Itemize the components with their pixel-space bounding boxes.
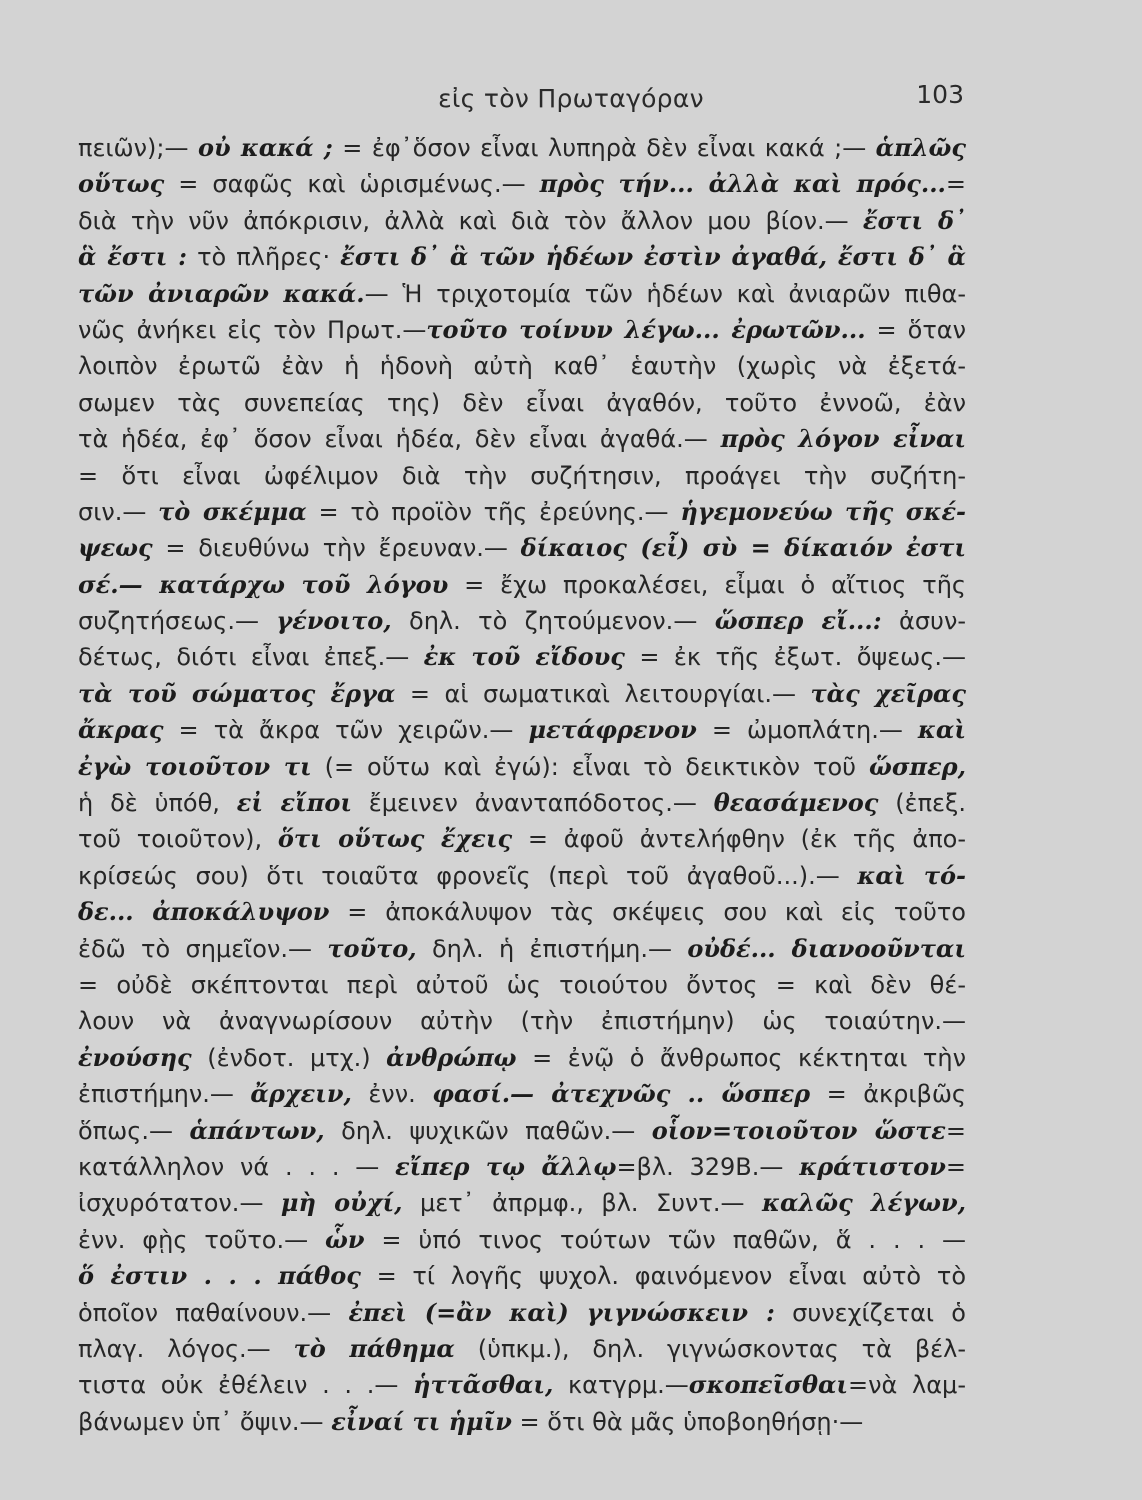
text-line	[78, 1185, 966, 1221]
gloss-text: ἔμεινεν ἀνανταπόδοτος.—	[351, 789, 714, 818]
gloss-text: = διευθύνω τὴν ἔρευναν.—	[152, 534, 521, 563]
lemma-term: ἐκ τοῦ εἴδους	[423, 642, 625, 672]
gloss-text: =	[945, 1116, 966, 1145]
text-line	[78, 276, 966, 312]
lemma-term: πρὸς λόγον εἶναι	[720, 424, 967, 454]
gloss-text: (ἐπεξ.	[878, 789, 967, 818]
lemma-term: ἐγὼ τοιοῦτον τι	[78, 751, 312, 781]
gloss-text: μετ᾽ ἀπρμφ., βλ. Συντ.—	[402, 1189, 762, 1218]
text-line	[78, 712, 966, 748]
lemma-term: τὸ σκέμμα	[158, 496, 307, 526]
lemma-term: ἁπάντων,	[189, 1115, 325, 1145]
gloss-text: δηλ. ἡ ἐπιστήμη.—	[416, 934, 688, 963]
text-line	[78, 931, 966, 967]
gloss-text: = τὰ ἄκρα τῶν χειρῶν.—	[163, 716, 529, 745]
lemma-term: τὰς χεῖρας	[810, 678, 966, 708]
text-line	[78, 1331, 966, 1367]
lemma-term: οὕτως	[78, 169, 165, 199]
gloss-text: ὅπως.—	[78, 1116, 190, 1145]
gloss-text: = ἀποκάλυψον τὰς σκέψεις σου καὶ εἰς τοῦτο	[329, 898, 966, 927]
lemma-term: ἡγεμονεύω τῆς σκέ-	[680, 496, 967, 526]
gloss-text: δηλ. τὸ ζητούμενον.—	[391, 607, 715, 636]
text-line	[78, 312, 966, 348]
gloss-text: = ὅτι εἶναι ὠφέλιμον διὰ τὴν συζήτησιν, προάγει τὴν συζήτη-	[78, 461, 966, 490]
lemma-term: δίκαιος (εἶ) σὺ = δίκαιόν ἐστι	[520, 533, 966, 563]
gloss-text: τοῦ τοιοῦτον),	[78, 825, 278, 854]
gloss-text: = ὠμοπλάτη.—	[696, 716, 918, 745]
lemma-term: ὅ ἐστιν . . . πάθος	[78, 1261, 361, 1291]
text-line	[78, 494, 966, 530]
gloss-text: =	[945, 170, 967, 199]
gloss-text: κατάλληλον νά . . . —	[78, 1152, 396, 1181]
lemma-term: ἀνθρώπῳ	[386, 1042, 517, 1072]
gloss-text: νῶς ἀνήκει εἰς τὸν Πρωτ.—	[78, 315, 427, 344]
page-number: 103	[916, 80, 964, 109]
lemma-term: ἁπλῶς	[875, 133, 966, 162]
lemma-term: εἰ εἴποι	[236, 788, 352, 818]
gloss-text: βάνωμεν ὑπ᾽ ὄψιν.—	[78, 1407, 332, 1436]
gloss-text: =νὰ λαμ-	[848, 1371, 966, 1400]
lemma-term: τῶν ἀνιαρῶν κακά.	[78, 278, 365, 308]
text-line	[78, 1404, 966, 1440]
lemma-term: ἄκρας	[78, 715, 164, 745]
gloss-text: = αἱ σωματικαὶ λειτουργίαι.—	[395, 679, 811, 708]
text-line	[78, 1149, 966, 1185]
gloss-text: σωμεν τὰς συνεπείας της) δὲν εἶναι ἀγαθόν, τοῦτο ἐννοῶ, ἐὰν	[78, 388, 966, 417]
gloss-text: = ἀφοῦ ἀντελήφθην (ἐκ τῆς ἀπο-	[512, 825, 966, 854]
lemma-term: εἶναί τι ἡμῖν	[331, 1406, 512, 1436]
text-line	[78, 785, 966, 821]
text-line	[78, 1222, 966, 1258]
text-line	[78, 894, 966, 930]
gloss-text: τὸ πλῆρες·	[187, 243, 341, 272]
text-line	[78, 239, 966, 275]
gloss-text: τιστα οὐκ ἐθέλειν . . .—	[78, 1371, 413, 1400]
gloss-text: δέτως, διότι εἶναι ἐπεξ.—	[78, 643, 424, 672]
text-line	[78, 203, 966, 239]
lemma-term: ὥσπερ,	[868, 751, 966, 781]
lemma-term: τοῦτο τοίνυν λέγω... ἐρωτῶν...	[426, 314, 866, 344]
gloss-text: = ἐφ᾽ὅσον εἶναι λυπηρὰ δὲν εἶναι κακά ;—	[332, 134, 876, 162]
lemma-term: ἃ ἔστι :	[78, 242, 187, 272]
text-line	[78, 1003, 966, 1039]
lemma-term: τὸ πάθημα	[293, 1333, 455, 1363]
gloss-text: πλαγ. λόγος.—	[78, 1334, 294, 1363]
text-line	[78, 676, 966, 712]
lemma-term: ὥσπερ εἴ...:	[714, 606, 882, 636]
gloss-text: ἀσυν-	[881, 607, 967, 636]
text-line	[78, 1367, 966, 1403]
gloss-text: σιν.—	[78, 497, 159, 526]
lemma-term: δε... ἀποκάλυψον	[78, 897, 330, 927]
gloss-text: ἐπιστήμην.—	[78, 1080, 251, 1109]
lemma-term: ὧν	[325, 1224, 365, 1254]
lemma-term: σέ.— κατάρχω τοῦ λόγου	[78, 569, 449, 599]
lemma-term: οἷον=τοιοῦτον ὥστε	[651, 1115, 946, 1145]
text-line	[78, 1113, 966, 1149]
gloss-text: (ἐνδοτ. μτχ.)	[191, 1043, 387, 1072]
text-line	[78, 530, 966, 566]
text-line	[78, 749, 966, 785]
gloss-text: κρίσεώς σου) ὅτι τοιαῦτα φρονεῖς (περὶ τοῦ ἀγαθοῦ...).—	[78, 861, 858, 890]
text-line	[78, 567, 966, 603]
gloss-text: ἐνν.	[351, 1080, 433, 1109]
lemma-term: καὶ	[917, 715, 966, 745]
text-line	[78, 639, 966, 675]
gloss-text: — Ἡ τριχοτομία τῶν ἡδέων καὶ ἀνιαρῶν πιθα-	[364, 279, 966, 308]
gloss-text: (= οὕτω καὶ ἐγώ): εἶναι τὸ δεικτικὸν τοῦ	[311, 752, 869, 781]
gloss-text: ἐνν. φῂς τοῦτο.—	[78, 1225, 326, 1254]
lemma-term: καὶ τό-	[857, 860, 966, 890]
gloss-text: = τὸ προϊὸν τῆς ἐρεύνης.—	[306, 497, 681, 526]
lemma-term: καλῶς λέγων,	[761, 1188, 966, 1218]
lemma-term: φασί.— ἀτεχνῶς .. ὥσπερ	[432, 1079, 811, 1109]
gloss-text: ἡ δὲ ὑπόθ,	[78, 789, 237, 818]
lemma-term: τὰ τοῦ σώματος ἔργα	[78, 678, 396, 708]
gloss-text: πειῶν);—	[78, 134, 198, 162]
lemma-term: ἐπεὶ (=ἂν καὶ) γιγνώσκειν :	[348, 1297, 775, 1327]
gloss-text: = ἔχω προκαλέσει, εἶμαι ὁ αἴτιος τῆς	[448, 570, 966, 599]
text-line	[78, 858, 966, 894]
text-line	[78, 821, 966, 857]
gloss-text: = οὐδὲ σκέπτονται περὶ αὐτοῦ ὡς τοιούτου ὄντος = καὶ δὲν θέ-	[78, 970, 966, 999]
gloss-text: = ὑπό τινος τούτων τῶν παθῶν, ἅ . . . —	[364, 1225, 966, 1254]
lemma-term: ἐνούσης	[78, 1042, 192, 1072]
lemma-term: τοῦτο,	[327, 933, 417, 963]
lemma-term: οὐ κακά ;	[197, 133, 333, 162]
gloss-text: λουν νὰ ἀναγνωρίσουν αὐτὴν (τὴν ἐπιστήμην) ὡς τοιαύτην.—	[78, 1007, 966, 1036]
text-line	[78, 348, 966, 384]
text-line	[78, 385, 966, 421]
gloss-text: = ὅταν	[865, 315, 966, 344]
text-line	[78, 1076, 966, 1112]
text-line	[78, 458, 966, 494]
text-line	[78, 166, 966, 202]
gloss-text: λοιπὸν ἐρωτῶ ἐὰν ἡ ἡδονὴ αὐτὴ καθ᾽ ἑαυτὴν (χωρὶς νὰ ἐξετά-	[78, 352, 966, 381]
running-header: εἰς τὸν Πρωταγόραν	[438, 84, 704, 113]
gloss-text: συνεχίζεται ὁ	[774, 1298, 966, 1327]
gloss-text: κατγρμ.—	[553, 1371, 689, 1400]
lemma-term: πρὸς τήν... ἀλλὰ καὶ πρός...	[539, 169, 946, 199]
gloss-text: = ἀκριβῶς	[810, 1080, 967, 1109]
gloss-text: ἰσχυρότατον.—	[78, 1189, 281, 1218]
gloss-text: = ἐνῷ ὁ ἄνθρωπος κέκτηται τὴν	[516, 1043, 966, 1072]
gloss-text: = τί λογῆς ψυχολ. φαινόμενον εἶναι αὐτὸ τὸ	[360, 1262, 967, 1291]
gloss-text: = ὅτι θὰ μᾶς ὑποβοηθήσῃ·—	[511, 1407, 864, 1436]
lemma-term: ἔστι δ᾽	[862, 205, 966, 235]
gloss-text: = σαφῶς καὶ ὡρισμένως.—	[164, 170, 540, 199]
text-line	[78, 603, 966, 639]
gloss-text: συζητήσεως.—	[78, 607, 277, 636]
lemma-term: σκοπεῖσθαι	[688, 1370, 849, 1400]
lemma-term: ἔστι δ᾽ ἃ τῶν ἡδέων ἐστὶν ἀγαθά, ἔστι δ᾽ ἃ	[340, 242, 967, 272]
gloss-text: =βλ. 329Β.—	[616, 1152, 800, 1181]
text-line	[78, 967, 966, 1003]
lemma-term: κράτιστον	[799, 1151, 946, 1181]
gloss-text: (ὑπκμ.), δηλ. γιγνώσκοντας τὰ βέλ-	[454, 1334, 966, 1363]
gloss-text: τὰ ἡδέα, ἐφ᾽ ὅσον εἶναι ἡδέα, δὲν εἶναι ἀγαθά.—	[78, 425, 721, 454]
lemma-term: θεασάμενος	[713, 788, 879, 818]
lemma-term: εἴπερ τῳ ἄλλῳ	[395, 1151, 617, 1181]
lemma-term: ἄρχειν,	[250, 1079, 352, 1109]
text-line	[78, 1295, 966, 1331]
lemma-term: μετάφρενον	[528, 715, 697, 745]
lemma-term: οὐδέ... διανοοῦνται	[687, 933, 966, 963]
text-line	[78, 1258, 966, 1294]
gloss-text: ὁποῖον παθαίνουν.—	[78, 1298, 349, 1327]
text-line	[78, 130, 966, 166]
lemma-term: ἡττᾶσθαι,	[413, 1370, 554, 1400]
gloss-text: δηλ. ψυχικῶν παθῶν.—	[324, 1116, 652, 1145]
text-line	[78, 421, 966, 457]
lemma-term: γένοιτο,	[276, 606, 392, 636]
commentary-text	[78, 130, 966, 1440]
text-line	[78, 1040, 966, 1076]
lemma-term: ὅτι οὕτως ἔχεις	[277, 824, 513, 854]
gloss-text: διὰ τὴν νῦν ἀπόκρισιν, ἀλλὰ καὶ διὰ τὸν ἄλλον μου βίον.—	[78, 206, 863, 235]
lemma-term: μὴ οὐχί,	[280, 1188, 403, 1218]
gloss-text: = ἐκ τῆς ἐξωτ. ὄψεως.—	[624, 643, 966, 672]
gloss-text: ἐδῶ τὸ σημεῖον.—	[78, 934, 328, 963]
lemma-term: ψεως	[78, 533, 153, 563]
gloss-text: =	[945, 1152, 966, 1181]
